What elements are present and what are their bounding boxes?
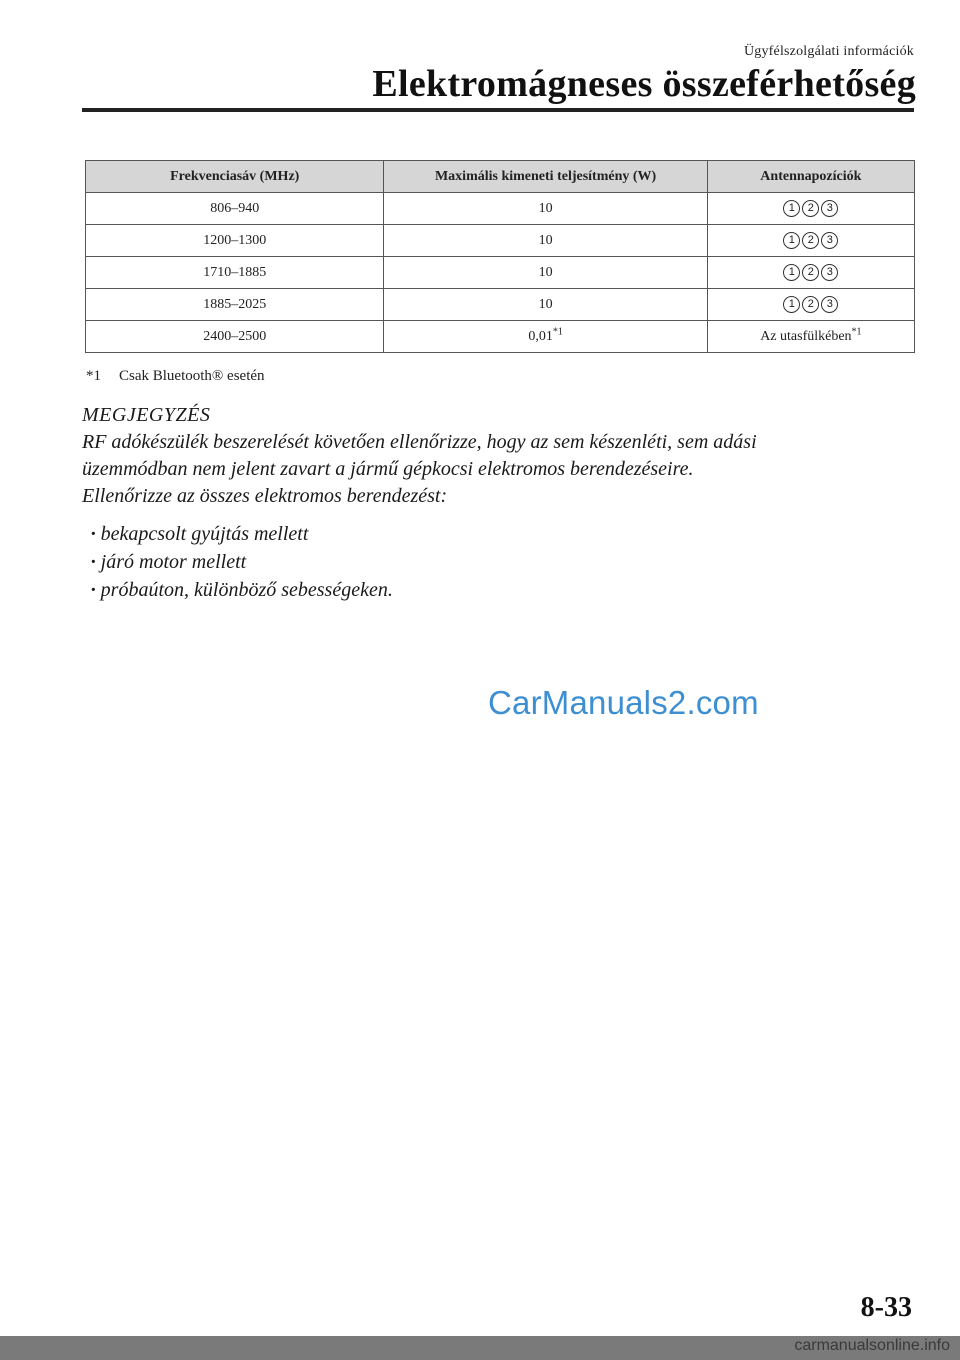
position-number-icon: 2 <box>802 264 819 281</box>
band-cell: 1710–1885 <box>86 257 384 289</box>
positions-cell <box>707 225 914 257</box>
list-item-text: próbaúton, különböző sebességeken. <box>100 579 393 601</box>
position-number-icon: 3 <box>821 200 838 217</box>
position-number-icon: 2 <box>802 232 819 249</box>
position-number-icon: 1 <box>783 200 800 217</box>
table-row <box>86 257 915 289</box>
column-header-band: Frekvenciasáv (MHz) <box>86 161 384 193</box>
footnote-marker: *1 <box>552 325 563 337</box>
list-item <box>90 520 922 548</box>
list-item <box>90 576 922 604</box>
band-cell: 806–940 <box>86 193 384 225</box>
note-bullet-list <box>82 520 922 604</box>
table-header-row <box>86 161 915 193</box>
position-number-icon: 2 <box>802 200 819 217</box>
list-item-text: bekapcsolt gyújtás mellett <box>100 523 309 545</box>
frequency-table <box>85 160 915 353</box>
positions-cell <box>707 321 914 353</box>
band-cell: 1200–1300 <box>86 225 384 257</box>
position-number-icon: 3 <box>821 232 838 249</box>
note-title: MEGJEGYZÉS <box>82 404 211 426</box>
bullet-icon: · <box>90 579 97 601</box>
note-paragraph: Ellenőrizze az összes elektromos berendezést: <box>82 485 448 507</box>
footnote <box>86 368 265 385</box>
page-number: 8-33 <box>860 1292 912 1323</box>
band-cell: 2400–2500 <box>86 321 384 353</box>
note-block <box>82 402 922 604</box>
bullet-icon: · <box>90 551 97 573</box>
table-row <box>86 289 915 321</box>
band-cell: 1885–2025 <box>86 289 384 321</box>
list-item-text: járó motor mellett <box>100 551 247 573</box>
note-paragraph: RF adókészülék beszerelését követően ellenőrizze, hogy az sem készenléti, sem adási <box>82 431 757 453</box>
watermark-logo: CarManuals2.com <box>488 684 759 721</box>
position-number-icon: 1 <box>783 264 800 281</box>
section-subtitle: Ügyfélszolgálati információk <box>743 44 914 59</box>
bullet-icon: · <box>90 523 97 545</box>
power-cell: 10 <box>384 289 707 321</box>
footnote-text: Csak Bluetooth® esetén <box>119 368 265 384</box>
column-header-positions: Antennapozíciók <box>707 161 914 193</box>
position-number-icon: 3 <box>821 264 838 281</box>
list-item <box>90 548 922 576</box>
positions-text: Az utasfülkében <box>760 328 852 344</box>
power-cell <box>384 321 707 353</box>
footnote-marker: *1 <box>851 325 862 337</box>
position-number-icon: 3 <box>821 296 838 313</box>
positions-cell <box>707 289 914 321</box>
position-number-icon: 2 <box>802 296 819 313</box>
table-row <box>86 321 915 353</box>
position-number-icon: 1 <box>783 296 800 313</box>
power-cell: 10 <box>384 257 707 289</box>
page-title: Elektromágneses összeférhetőség <box>372 63 916 105</box>
power-cell: 10 <box>384 193 707 225</box>
footnote-marker: *1 <box>86 368 101 384</box>
power-value: 0,01 <box>528 328 553 344</box>
column-header-power: Maximális kimeneti teljesítmény (W) <box>384 161 707 193</box>
footer-watermark: carmanualsonline.info <box>794 1337 950 1354</box>
table-row <box>86 193 915 225</box>
note-paragraph: üzemmódban nem jelent zavart a jármű gépkocsi elektromos berendezéseire. <box>82 458 694 480</box>
header-divider <box>82 108 914 112</box>
position-number-icon: 1 <box>783 232 800 249</box>
positions-cell <box>707 193 914 225</box>
power-cell: 10 <box>384 225 707 257</box>
positions-cell <box>707 257 914 289</box>
table-row <box>86 225 915 257</box>
